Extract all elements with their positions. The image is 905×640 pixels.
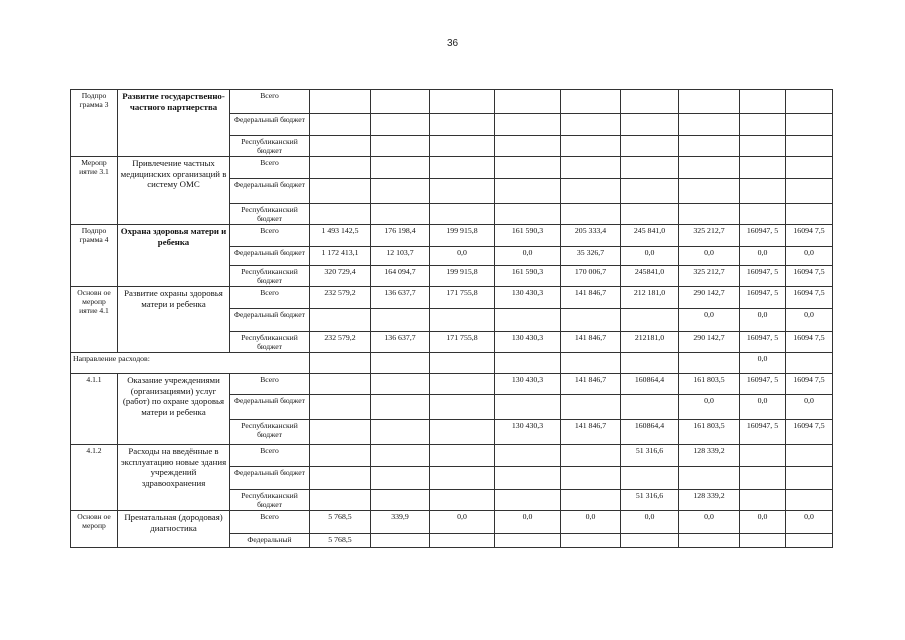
table-row: [71, 511, 833, 534]
value-cell: [430, 204, 495, 225]
value-cell: 160947, 5: [740, 332, 786, 353]
item-code: 4.1.2: [71, 445, 118, 511]
value-cell: [621, 534, 679, 548]
funding-source: Всего: [230, 157, 310, 179]
value-cell: 0,0: [786, 511, 833, 534]
value-cell: [561, 353, 621, 374]
value-cell: 199 915,8: [430, 225, 495, 247]
value-cell: 16094 7,5: [786, 420, 833, 445]
item-name: Развитие охраны здоровья матери и ребенка: [118, 287, 230, 353]
funding-source: Всего: [230, 374, 310, 395]
value-cell: 212 181,0: [621, 287, 679, 309]
funding-source: Федеральный бюджет: [230, 395, 310, 420]
value-cell: [786, 490, 833, 511]
value-cell: 0,0: [679, 309, 740, 332]
value-cell: 290 142,7: [679, 332, 740, 353]
item-code: Подпро грамма 4: [71, 225, 118, 287]
value-cell: [561, 114, 621, 136]
item-code: Основн ое меропр иятие 4.1: [71, 287, 118, 353]
value-cell: [495, 395, 561, 420]
value-cell: [740, 490, 786, 511]
value-cell: [679, 90, 740, 114]
funding-source: Федеральный бюджет: [230, 309, 310, 332]
value-cell: [495, 353, 561, 374]
value-cell: 128 339,2: [679, 445, 740, 467]
value-cell: [310, 90, 371, 114]
value-cell: 51 316,6: [621, 445, 679, 467]
value-cell: 16094 7,5: [786, 332, 833, 353]
value-cell: [786, 353, 833, 374]
value-cell: 0,0: [561, 511, 621, 534]
value-cell: [561, 467, 621, 490]
value-cell: [679, 353, 740, 374]
value-cell: 232 579,2: [310, 287, 371, 309]
value-cell: 35 326,7: [561, 247, 621, 266]
value-cell: [561, 204, 621, 225]
value-cell: [621, 114, 679, 136]
value-cell: 320 729,4: [310, 266, 371, 287]
value-cell: [495, 179, 561, 204]
value-cell: [430, 309, 495, 332]
value-cell: 160947, 5: [740, 225, 786, 247]
value-cell: [740, 534, 786, 548]
value-cell: [740, 445, 786, 467]
value-cell: 160947, 5: [740, 374, 786, 395]
value-cell: [740, 179, 786, 204]
funding-source: Республиканский бюджет: [230, 136, 310, 157]
value-cell: 5 768,5: [310, 511, 371, 534]
funding-source: Республиканский бюджет: [230, 204, 310, 225]
value-cell: 325 212,7: [679, 225, 740, 247]
value-cell: [679, 534, 740, 548]
value-cell: [495, 157, 561, 179]
value-cell: 0,0: [495, 247, 561, 266]
value-cell: 160864,4: [621, 374, 679, 395]
value-cell: [310, 467, 371, 490]
value-cell: 0,0: [679, 247, 740, 266]
value-cell: [430, 534, 495, 548]
funding-source: Федеральный бюджет: [230, 179, 310, 204]
value-cell: 176 198,4: [371, 225, 430, 247]
value-cell: [371, 395, 430, 420]
value-cell: 0,0: [740, 247, 786, 266]
value-cell: [679, 114, 740, 136]
value-cell: 16094 7,5: [786, 287, 833, 309]
value-cell: [310, 179, 371, 204]
table-row: [71, 90, 833, 114]
value-cell: [740, 204, 786, 225]
value-cell: [310, 114, 371, 136]
value-cell: [621, 157, 679, 179]
value-cell: [495, 467, 561, 490]
value-cell: [430, 90, 495, 114]
value-cell: [371, 353, 430, 374]
value-cell: 130 430,3: [495, 287, 561, 309]
value-cell: 136 637,7: [371, 332, 430, 353]
value-cell: [561, 90, 621, 114]
value-cell: 160947, 5: [740, 266, 786, 287]
value-cell: 205 333,4: [561, 225, 621, 247]
value-cell: [371, 309, 430, 332]
value-cell: 0,0: [679, 511, 740, 534]
value-cell: [786, 204, 833, 225]
value-cell: 136 637,7: [371, 287, 430, 309]
value-cell: [495, 136, 561, 157]
value-cell: [561, 179, 621, 204]
value-cell: 130 430,3: [495, 420, 561, 445]
value-cell: [495, 114, 561, 136]
value-cell: 0,0: [430, 247, 495, 266]
value-cell: 325 212,7: [679, 266, 740, 287]
value-cell: [679, 157, 740, 179]
value-cell: 339,9: [371, 511, 430, 534]
value-cell: [371, 157, 430, 179]
funding-source: Всего: [230, 287, 310, 309]
funding-source: Республиканский бюджет: [230, 420, 310, 445]
value-cell: 245 841,0: [621, 225, 679, 247]
value-cell: 1 172 413,1: [310, 247, 371, 266]
direction-label: Направление расходов:: [71, 353, 310, 374]
funding-source: Республиканский бюджет: [230, 332, 310, 353]
funding-source: Федеральный бюджет: [230, 114, 310, 136]
value-cell: [786, 179, 833, 204]
value-cell: [621, 204, 679, 225]
funding-source: Республиканский бюджет: [230, 266, 310, 287]
value-cell: [495, 309, 561, 332]
value-cell: [371, 490, 430, 511]
value-cell: 141 846,7: [561, 287, 621, 309]
funding-source: Федеральный бюджет: [230, 467, 310, 490]
value-cell: 0,0: [621, 511, 679, 534]
funding-source: Всего: [230, 90, 310, 114]
value-cell: 160864,4: [621, 420, 679, 445]
item-name: Развитие государственно-частного партнерства: [118, 90, 230, 157]
value-cell: [786, 90, 833, 114]
value-cell: [430, 374, 495, 395]
table-row: [71, 445, 833, 467]
value-cell: 161 803,5: [679, 374, 740, 395]
item-code: Меропр иятие 3.1: [71, 157, 118, 225]
value-cell: [561, 157, 621, 179]
value-cell: [310, 157, 371, 179]
value-cell: [430, 353, 495, 374]
value-cell: [371, 534, 430, 548]
value-cell: [495, 534, 561, 548]
value-cell: [561, 445, 621, 467]
value-cell: [561, 534, 621, 548]
funding-source: Федеральный: [230, 534, 310, 548]
budget-table: [70, 89, 833, 548]
value-cell: 0,0: [621, 247, 679, 266]
value-cell: [430, 420, 495, 445]
value-cell: [430, 467, 495, 490]
value-cell: [371, 374, 430, 395]
value-cell: [371, 420, 430, 445]
value-cell: 16094 7,5: [786, 374, 833, 395]
value-cell: [371, 467, 430, 490]
value-cell: [430, 114, 495, 136]
value-cell: 16094 7,5: [786, 266, 833, 287]
value-cell: 1 493 142,5: [310, 225, 371, 247]
value-cell: 130 430,3: [495, 374, 561, 395]
value-cell: 245841,0: [621, 266, 679, 287]
value-cell: [495, 90, 561, 114]
value-cell: 0,0: [495, 511, 561, 534]
value-cell: [621, 309, 679, 332]
funding-source: Всего: [230, 511, 310, 534]
value-cell: [561, 395, 621, 420]
item-name: Расходы на введённые в эксплуатацию новые здания учреждений здравоохранения: [118, 445, 230, 511]
value-cell: [786, 467, 833, 490]
value-cell: [679, 136, 740, 157]
value-cell: [310, 136, 371, 157]
value-cell: [495, 445, 561, 467]
value-cell: 128 339,2: [679, 490, 740, 511]
funding-source: Федеральный бюджет: [230, 247, 310, 266]
value-cell: [561, 490, 621, 511]
value-cell: 290 142,7: [679, 287, 740, 309]
value-cell: [786, 445, 833, 467]
value-cell: [621, 353, 679, 374]
item-name: Привлечение частных медицинских организаций в систему ОМС: [118, 157, 230, 225]
table-row: [71, 287, 833, 309]
funding-source: Всего: [230, 445, 310, 467]
value-cell: [679, 467, 740, 490]
value-cell: [371, 136, 430, 157]
value-cell: 161 590,3: [495, 225, 561, 247]
value-cell: 12 103,7: [371, 247, 430, 266]
value-cell: [371, 114, 430, 136]
item-code: Подпро грамма 3: [71, 90, 118, 157]
table-row: [71, 374, 833, 395]
value-cell: [495, 490, 561, 511]
value-cell: [371, 90, 430, 114]
value-cell: [786, 114, 833, 136]
value-cell: [430, 157, 495, 179]
value-cell: [786, 157, 833, 179]
value-cell: 51 316,6: [621, 490, 679, 511]
value-cell: 0,0: [786, 247, 833, 266]
funding-source: Всего: [230, 225, 310, 247]
value-cell: [430, 136, 495, 157]
value-cell: [740, 157, 786, 179]
value-cell: [310, 395, 371, 420]
value-cell: [621, 90, 679, 114]
value-cell: [430, 445, 495, 467]
value-cell: [371, 179, 430, 204]
value-cell: 141 846,7: [561, 420, 621, 445]
page-number: 36: [446, 38, 459, 49]
value-cell: 0,0: [430, 511, 495, 534]
value-cell: [621, 179, 679, 204]
value-cell: [430, 395, 495, 420]
value-cell: [430, 490, 495, 511]
table-row-section: [71, 353, 833, 374]
value-cell: 161 590,3: [495, 266, 561, 287]
item-code: Основн ое меропр: [71, 511, 118, 548]
value-cell: [310, 445, 371, 467]
value-cell: 199 915,8: [430, 266, 495, 287]
value-cell: 160947, 5: [740, 420, 786, 445]
value-cell: 164 094,7: [371, 266, 430, 287]
value-cell: 212181,0: [621, 332, 679, 353]
value-cell: 171 755,8: [430, 332, 495, 353]
value-cell: [310, 353, 371, 374]
value-cell: 0,0: [786, 309, 833, 332]
value-cell: [786, 136, 833, 157]
value-cell: 0,0: [740, 395, 786, 420]
value-cell: 170 006,7: [561, 266, 621, 287]
value-cell: [740, 136, 786, 157]
value-cell: 0,0: [740, 511, 786, 534]
value-cell: 130 430,3: [495, 332, 561, 353]
value-cell: 16094 7,5: [786, 225, 833, 247]
value-cell: [679, 204, 740, 225]
value-cell: [310, 309, 371, 332]
value-cell: 0,0: [740, 353, 786, 374]
value-cell: 160947, 5: [740, 287, 786, 309]
item-name: Оказание учреждениями (организациями) услуг (работ) по охране здоровья матери и ребенка: [118, 374, 230, 445]
value-cell: 0,0: [679, 395, 740, 420]
value-cell: [430, 179, 495, 204]
value-cell: [679, 179, 740, 204]
value-cell: [561, 136, 621, 157]
table-row: [71, 225, 833, 247]
value-cell: [740, 467, 786, 490]
value-cell: [310, 420, 371, 445]
value-cell: [561, 309, 621, 332]
funding-source: Республиканский бюджет: [230, 490, 310, 511]
value-cell: 171 755,8: [430, 287, 495, 309]
item-name: Охрана здоровья матери и ребенка: [118, 225, 230, 287]
value-cell: 161 803,5: [679, 420, 740, 445]
value-cell: [621, 136, 679, 157]
item-name: Пренатальная (дородовая) диагностика: [118, 511, 230, 548]
value-cell: 0,0: [740, 309, 786, 332]
value-cell: [310, 374, 371, 395]
value-cell: [740, 114, 786, 136]
value-cell: 5 768,5: [310, 534, 371, 548]
value-cell: 232 579,2: [310, 332, 371, 353]
item-code: 4.1.1: [71, 374, 118, 445]
value-cell: 0,0: [786, 395, 833, 420]
value-cell: 141 846,7: [561, 332, 621, 353]
value-cell: [740, 90, 786, 114]
value-cell: [371, 204, 430, 225]
value-cell: [371, 445, 430, 467]
value-cell: [310, 490, 371, 511]
value-cell: [495, 204, 561, 225]
value-cell: 141 846,7: [561, 374, 621, 395]
value-cell: [621, 467, 679, 490]
value-cell: [621, 395, 679, 420]
value-cell: [786, 534, 833, 548]
value-cell: [310, 204, 371, 225]
table-row: [71, 157, 833, 179]
